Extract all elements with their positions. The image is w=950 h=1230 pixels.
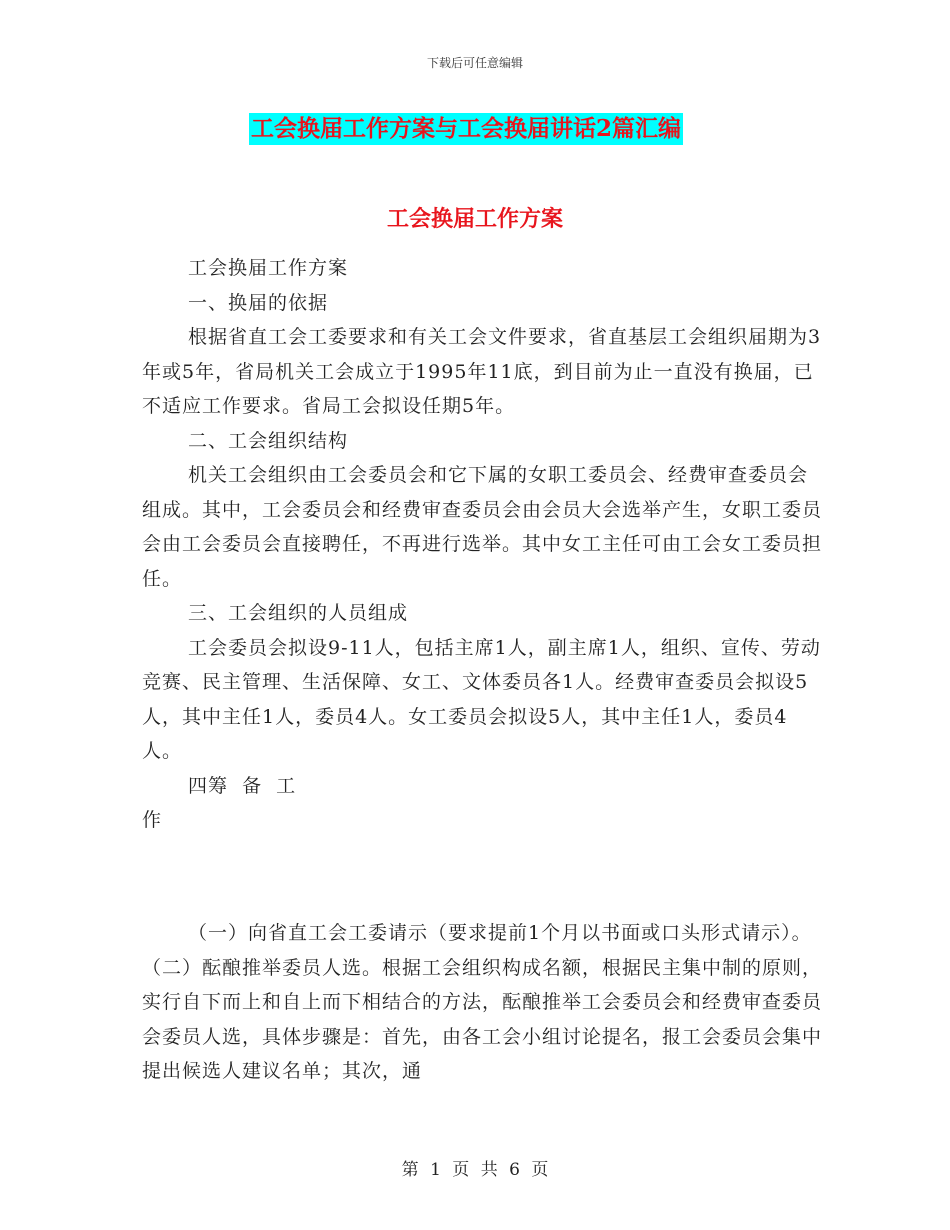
paragraph: 三、工会组织的人员组成 [188,602,409,624]
body-block-2 [142,916,822,1089]
paragraph: 机关工会组织由工会委员会和它下属的女职工委员会、经费审查委员会组成。其中，工会委员会和经费审查委员会由会员大会选举产生，女职工委员会由工会委员会直接聘任，不再进行选举。其中女工主任可由工会女工委员担任。 [142,464,823,590]
paragraph: 工会换届工作方案 [188,257,349,279]
section-title: 工会换届工作方案 [386,206,563,232]
paragraph: 四筹 备 工 [188,774,297,797]
document-title: 工会换届工作方案与工会换届讲话2篇汇编 [249,113,683,145]
paragraph: 作 [142,809,163,831]
paragraph: 根据省直工会工委要求和有关工会文件要求，省直基层工会组织届期为3年或5年，省局机关工会成立于1995年11底，到目前为止一直没有换届，已不适应工作要求。省局工会拟设任期5年。 [142,326,822,417]
paragraph: （一）向省直工会工委请示（要求提前1个月以书面或口头形式请示）。（二）酝酿推举委员人选。根据工会组织构成名额，根据民主集中制的原则，实行自下而上和自上而下相结合的方法，酝酿推举工会委员会和经费审查委员会委员人选，具体步骤是：首先，由各工会小组讨论提名，报工会委员会集中提出候选人建议名单；其次，通 [142,922,823,1082]
page-footer: 第 1 页 共 6 页 [401,1160,549,1180]
body-block-1 [142,251,822,838]
header-note: 下载后可任意编辑 [426,56,523,70]
paragraph: 二、工会组织结构 [188,429,349,452]
paragraph: 一、换届的依据 [188,291,329,314]
paragraph: 工会委员会拟设9-11人，包括主席1人，副主席1人，组织、宣传、劳动竞赛、民主管理、生活保障、女工、文体委员各1人。经费审查委员会拟设5人，其中主任1人，委员4人。女工委员会拟设5人，其中主任1人，委员4人。 [142,636,821,762]
